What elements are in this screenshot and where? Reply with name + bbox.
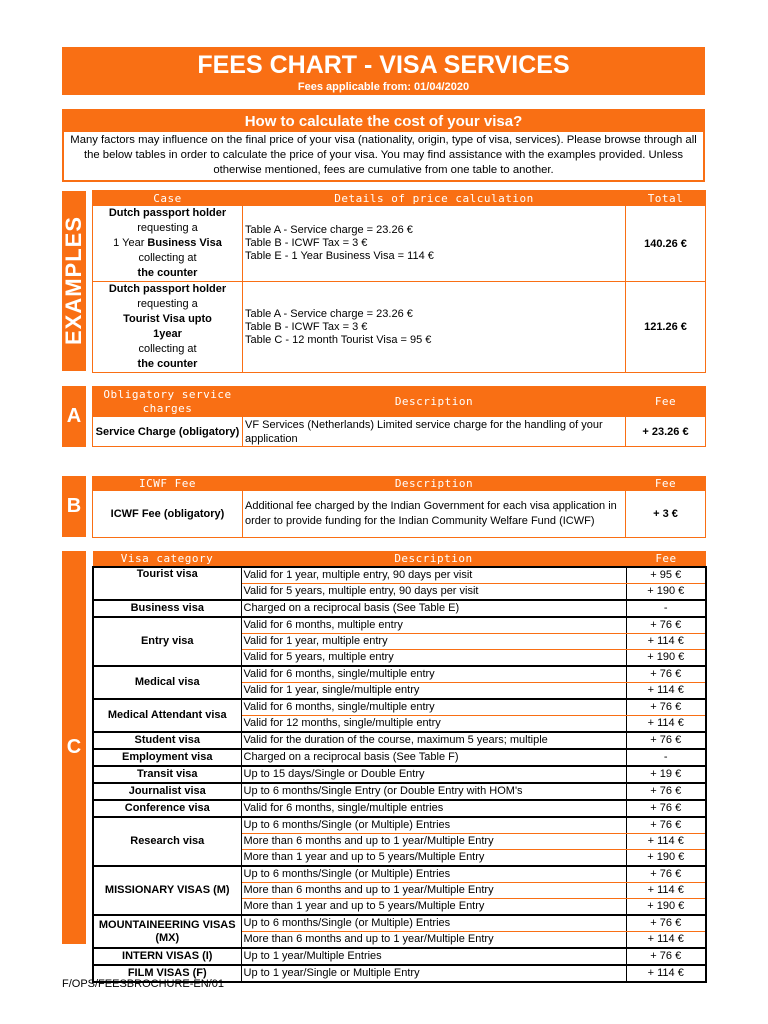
visa-fee: + 95 €	[626, 567, 706, 584]
visa-row	[93, 783, 706, 800]
visa-row	[93, 567, 706, 584]
document-code: F/OPS/FEESBROCHURE-EN/01	[62, 978, 224, 990]
visa-category: Conference visa	[93, 800, 241, 817]
visa-description: More than 6 months and up to 1 year/Multiple Entry	[241, 932, 626, 949]
visa-category: Transit visa	[93, 766, 241, 783]
visa-category: Business visa	[93, 600, 241, 617]
icwf-name: ICWF Fee (obligatory)	[93, 491, 243, 538]
visa-row	[93, 666, 706, 683]
visa-row	[93, 749, 706, 766]
detail-line: Table A - Service charge = 23.26 €	[245, 224, 413, 236]
table-a-side-label: A	[66, 405, 82, 427]
visa-row	[93, 817, 706, 834]
visa-fee: + 76 €	[626, 915, 706, 932]
detail-line: Table B - ICWF Tax = 3 €	[245, 320, 368, 333]
visa-category: INTERN VISAS (I)	[93, 948, 241, 965]
example-total: 121.26 €	[626, 282, 706, 373]
case-line: requesting a	[137, 222, 198, 234]
table-a	[92, 386, 706, 447]
visa-row	[93, 866, 706, 883]
visa-fee: + 114 €	[626, 683, 706, 700]
visa-category: Research visa	[93, 817, 241, 866]
visa-row	[93, 915, 706, 932]
example-total: 140.26 €	[626, 206, 706, 282]
visa-row	[93, 948, 706, 965]
fees-date: Fees applicable from: 01/04/2020	[297, 81, 470, 93]
visa-category: MOUNTAINEERING VISAS (MX)	[93, 915, 241, 948]
visa-fee: + 114 €	[626, 883, 706, 899]
visa-fee: + 114 €	[626, 965, 706, 982]
visa-description: Valid for 1 year, single/multiple entry	[241, 683, 626, 700]
visa-description: Valid for 12 months, single/multiple entry	[241, 716, 626, 733]
visa-category: Journalist visa	[93, 783, 241, 800]
visa-row	[93, 766, 706, 783]
visa-description: More than 6 months and up to 1 year/Multiple Entry	[241, 883, 626, 899]
visa-fee: + 76 €	[626, 732, 706, 749]
visa-description: Valid for the duration of the course, maximum 5 years; multiple	[241, 732, 626, 749]
example-details	[243, 206, 626, 282]
page-title: FEES CHART - VISA SERVICES	[197, 51, 570, 79]
visa-fee: -	[626, 600, 706, 617]
visa-fee: + 76 €	[626, 617, 706, 634]
visa-fee: -	[626, 749, 706, 766]
visa-category: Medical visa	[93, 666, 241, 699]
visa-description: Up to 1 year/Single or Multiple Entry	[241, 965, 626, 982]
howto-box	[62, 109, 705, 182]
visa-fee: + 19 €	[626, 766, 706, 783]
table-b-side-tab	[62, 476, 86, 537]
col-header-description: Description	[243, 387, 626, 417]
visa-fee: + 76 €	[626, 866, 706, 883]
visa-fee: + 76 €	[626, 817, 706, 834]
service-fee: + 23.26 €	[626, 417, 706, 447]
visa-description: Up to 6 months/Single (or Multiple) Entries	[241, 866, 626, 883]
visa-fee: + 190 €	[626, 584, 706, 601]
service-description: VF Services (Netherlands) Limited service charge for the handling of your application	[243, 417, 626, 447]
table-a-side-tab	[62, 386, 86, 447]
detail-line: Table C - 12 month Tourist Visa = 95 €	[245, 333, 432, 346]
case-line: 1year	[153, 328, 182, 340]
visa-description: Up to 6 months/Single Entry (or Double Entry with HOM's	[241, 783, 626, 800]
detail-line: Table B - ICWF Tax = 3 €	[245, 237, 368, 249]
detail-line: Table E - 1 Year Business Visa = 114 €	[245, 250, 434, 262]
example-case	[93, 282, 243, 373]
table-c	[92, 551, 707, 983]
col-header-icwf: ICWF Fee	[93, 477, 243, 491]
visa-category: MISSIONARY VISAS (M)	[93, 866, 241, 915]
visa-row	[93, 800, 706, 817]
visa-category: FILM VISAS (F)	[93, 965, 241, 982]
visa-description: Valid for 1 year, multiple entry	[241, 634, 626, 650]
example-row	[93, 282, 706, 373]
visa-category: Student visa	[93, 732, 241, 749]
visa-fee: + 190 €	[626, 899, 706, 916]
title-banner	[62, 47, 705, 95]
visa-description: More than 1 year and up to 5 years/Multiple Entry	[241, 899, 626, 916]
visa-fee: + 76 €	[626, 699, 706, 716]
case-line: Dutch passport holder	[108, 207, 227, 219]
visa-description: Up to 6 months/Single (or Multiple) Entries	[241, 915, 626, 932]
col-header-case: Case	[93, 191, 243, 206]
case-line: Tourist Visa upto	[123, 313, 212, 325]
visa-description: More than 1 year and up to 5 years/Multiple Entry	[241, 850, 626, 867]
visa-fee: + 114 €	[626, 834, 706, 850]
visa-category: Employment visa	[93, 749, 241, 766]
case-text-bold: Business Visa	[147, 237, 222, 249]
col-header-description: Description	[241, 551, 626, 567]
col-header-visa-category: Visa category	[93, 551, 241, 567]
example-details	[243, 282, 626, 373]
visa-description: Valid for 6 months, single/multiple entry	[241, 666, 626, 683]
visa-fee: + 76 €	[626, 948, 706, 965]
visa-fee: + 76 €	[626, 783, 706, 800]
examples-table	[92, 190, 706, 373]
visa-category: Medical Attendant visa	[93, 699, 241, 732]
visa-description: Valid for 5 years, multiple entry	[241, 650, 626, 667]
visa-description: Up to 15 days/Single or Double Entry	[241, 766, 626, 783]
visa-category: Tourist visa	[93, 567, 241, 600]
icwf-description: Additional fee charged by the Indian Government for each visa application in order to provide funding for the Indian Community Welfare Fund (ICWF)	[243, 491, 626, 538]
howto-text: Many factors may influence on the final price of your visa (nationality, origin, type of visa, services). Please browse through all the below tables in order to calculate the price of your visa. You may find assistance with the examples provided. Unless otherwise mentioned, fees are cumulative from one table to another.	[70, 134, 697, 176]
table-b-side-label: B	[66, 495, 82, 517]
col-header-fee: Fee	[626, 387, 706, 417]
visa-fee: + 76 €	[626, 800, 706, 817]
case-line: the counter	[137, 358, 198, 370]
service-name: Service Charge (obligatory)	[93, 417, 243, 447]
visa-fee: + 76 €	[626, 666, 706, 683]
col-header-total: Total	[626, 191, 706, 206]
visa-row	[93, 617, 706, 634]
example-case	[93, 206, 243, 282]
table-c-side-tab	[62, 551, 86, 944]
visa-row	[93, 600, 706, 617]
case-line: collecting at	[138, 343, 197, 355]
case-line	[95, 236, 240, 251]
icwf-fee: + 3 €	[626, 491, 706, 538]
howto-title: How to calculate the cost of your visa?	[64, 111, 703, 132]
case-line: Dutch passport holder	[108, 283, 227, 295]
example-row	[93, 206, 706, 282]
visa-description: Up to 6 months/Single (or Multiple) Entries	[241, 817, 626, 834]
visa-category: Entry visa	[93, 617, 241, 666]
visa-description: Charged on a reciprocal basis (See Table F)	[241, 749, 626, 766]
visa-row	[93, 732, 706, 749]
visa-description: Valid for 1 year, multiple entry, 90 days per visit	[241, 567, 626, 584]
visa-fee: + 190 €	[626, 850, 706, 867]
col-header-fee: Fee	[626, 551, 706, 567]
visa-description: Valid for 6 months, multiple entry	[241, 617, 626, 634]
visa-fee: + 114 €	[626, 634, 706, 650]
case-text: 1 Year	[113, 237, 148, 249]
visa-description: Up to 1 year/Multiple Entries	[241, 948, 626, 965]
visa-description: Valid for 5 years, multiple entry, 90 days per visit	[241, 584, 626, 601]
table-a-row	[93, 417, 706, 447]
visa-row	[93, 699, 706, 716]
case-line: requesting a	[137, 298, 198, 310]
table-c-side-label: C	[66, 736, 82, 758]
visa-description: More than 6 months and up to 1 year/Multiple Entry	[241, 834, 626, 850]
visa-description: Valid for 6 months, single/multiple entry	[241, 699, 626, 716]
examples-side-label: EXAMPLES	[61, 216, 86, 346]
col-header-service: Obligatory service charges	[93, 387, 243, 417]
col-header-description: Description	[243, 477, 626, 491]
detail-line: Table A - Service charge = 23.26 €	[245, 307, 413, 320]
visa-description: Valid for 6 months, single/multiple entries	[241, 800, 626, 817]
visa-description: Charged on a reciprocal basis (See Table E)	[241, 600, 626, 617]
visa-fee: + 190 €	[626, 650, 706, 667]
col-header-fee: Fee	[626, 477, 706, 491]
examples-side-tab	[62, 191, 86, 371]
col-header-details: Details of price calculation	[243, 191, 626, 206]
table-b-row	[93, 491, 706, 538]
visa-fee: + 114 €	[626, 932, 706, 949]
visa-fee: + 114 €	[626, 716, 706, 733]
case-line: the counter	[137, 267, 198, 279]
table-b	[92, 476, 706, 538]
case-line: collecting at	[138, 252, 197, 264]
